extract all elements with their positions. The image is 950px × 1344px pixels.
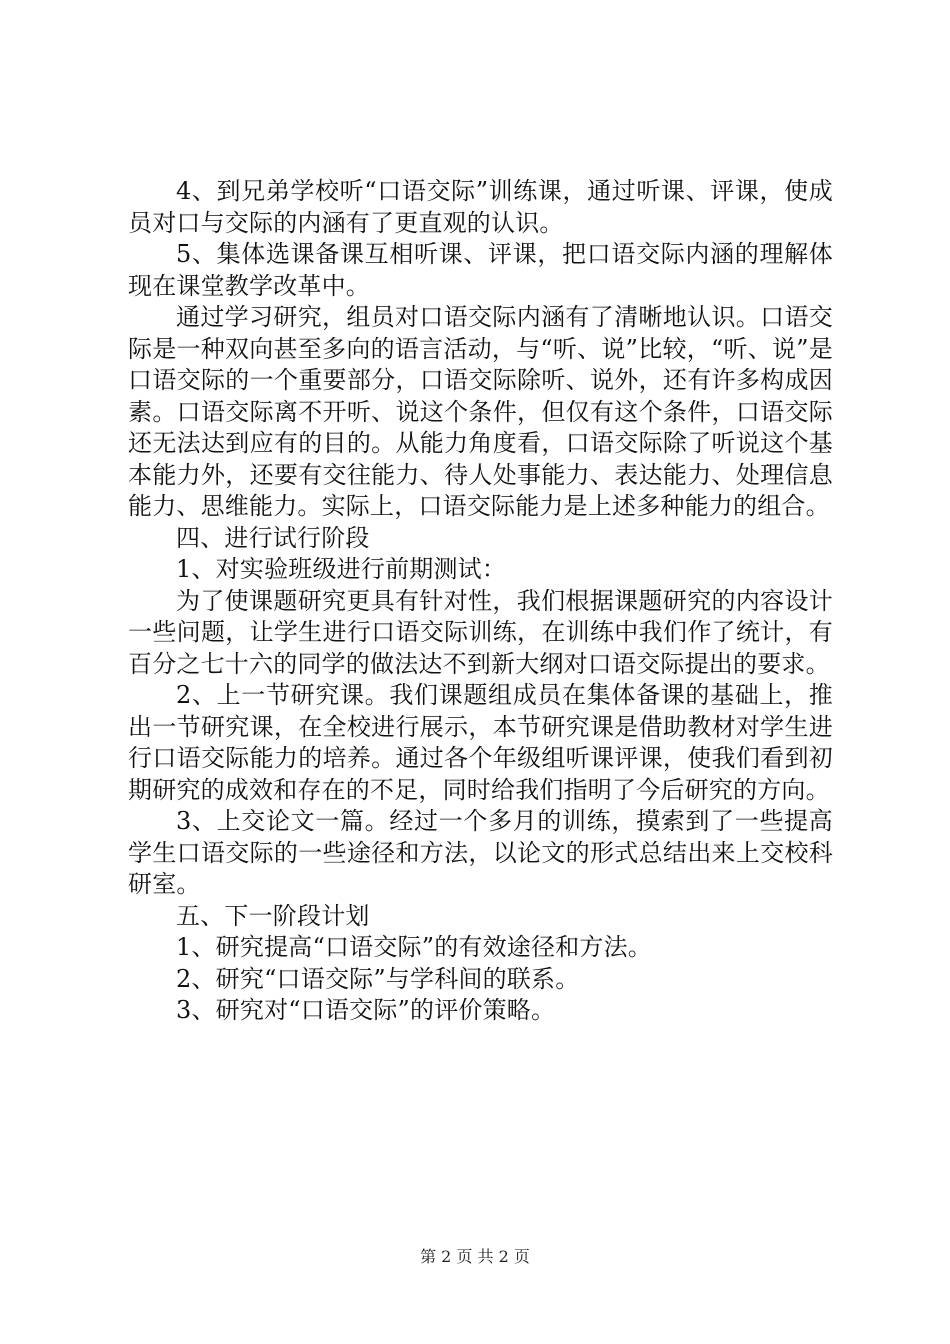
plan-item-1: 1、研究提高“口语交际”的有效途径和方法。 [176, 933, 653, 961]
paragraph-item-5: 5、集体选课备课互相听课、评课，把口语交际内涵的理解体现在课堂教学改革中。 [128, 240, 833, 300]
section-heading-five: 五、下一阶段计划 [176, 901, 370, 930]
plan-item-3: 3、研究对“口语交际”的评价策略。 [176, 996, 556, 1024]
paragraph-paper: 3、上交论文一篇。经过一个多月的训练，摸索到了一些提高学生口语交际的一些途径和方法，以论文的形式总结出来上交校科研室。 [128, 807, 833, 898]
plan-item-2: 2、研究“口语交际”与学科间的联系。 [176, 964, 580, 993]
section-heading-four: 四、进行试行阶段 [176, 523, 370, 552]
page-number-footer: 第 2 页 共 2 页 [420, 1247, 530, 1266]
paragraph-summary: 通过学习研究，组员对口语交际内涵有了清晰地认识。口语交际是一种双向甚至多向的语言活动，与“听、说”比较，“听、说”是口语交际的一个重要部分，口语交际除听、说外，还有许多构成因素。口语交际离不开听、说这个条件，但仅有这个条件，口语交际还无法达到应有的目的。从能力角度看，口语交际除了听说这个基本能力外，还要有交往能力、待人处事能力、表达能力、处理信息能力、思维能力。实际上，口语交际能力是上述多种能力的组合。 [128, 303, 833, 520]
paragraph-pretest-detail: 为了使课题研究更具有针对性，我们根据课题研究的内容设计一些问题，让学生进行口语交际训练，在训练中我们作了统计，有百分之七十六的同学的做法达不到新大纲对口语交际提出的要求。 [128, 586, 833, 678]
paragraph-research-lesson: 2、上一节研究课。我们课题组成员在集体备课的基础上，推出一节研究课，在全校进行展示，本节研究课是借助教材对学生进行口语交际能力的培养。通过各个年级组听课评课，使我们看到初期研究的成效和存在的不足，同时给我们指明了今后研究的方向。 [128, 681, 833, 804]
paragraph-pretest: 1、对实验班级进行前期测试： [176, 555, 507, 583]
paragraph-item-4: 4、到兄弟学校听“口语交际”训练课，通过听课、评课，使成员对口与交际的内涵有了更直观的认识。 [128, 177, 833, 237]
document-body [128, 176, 833, 1027]
